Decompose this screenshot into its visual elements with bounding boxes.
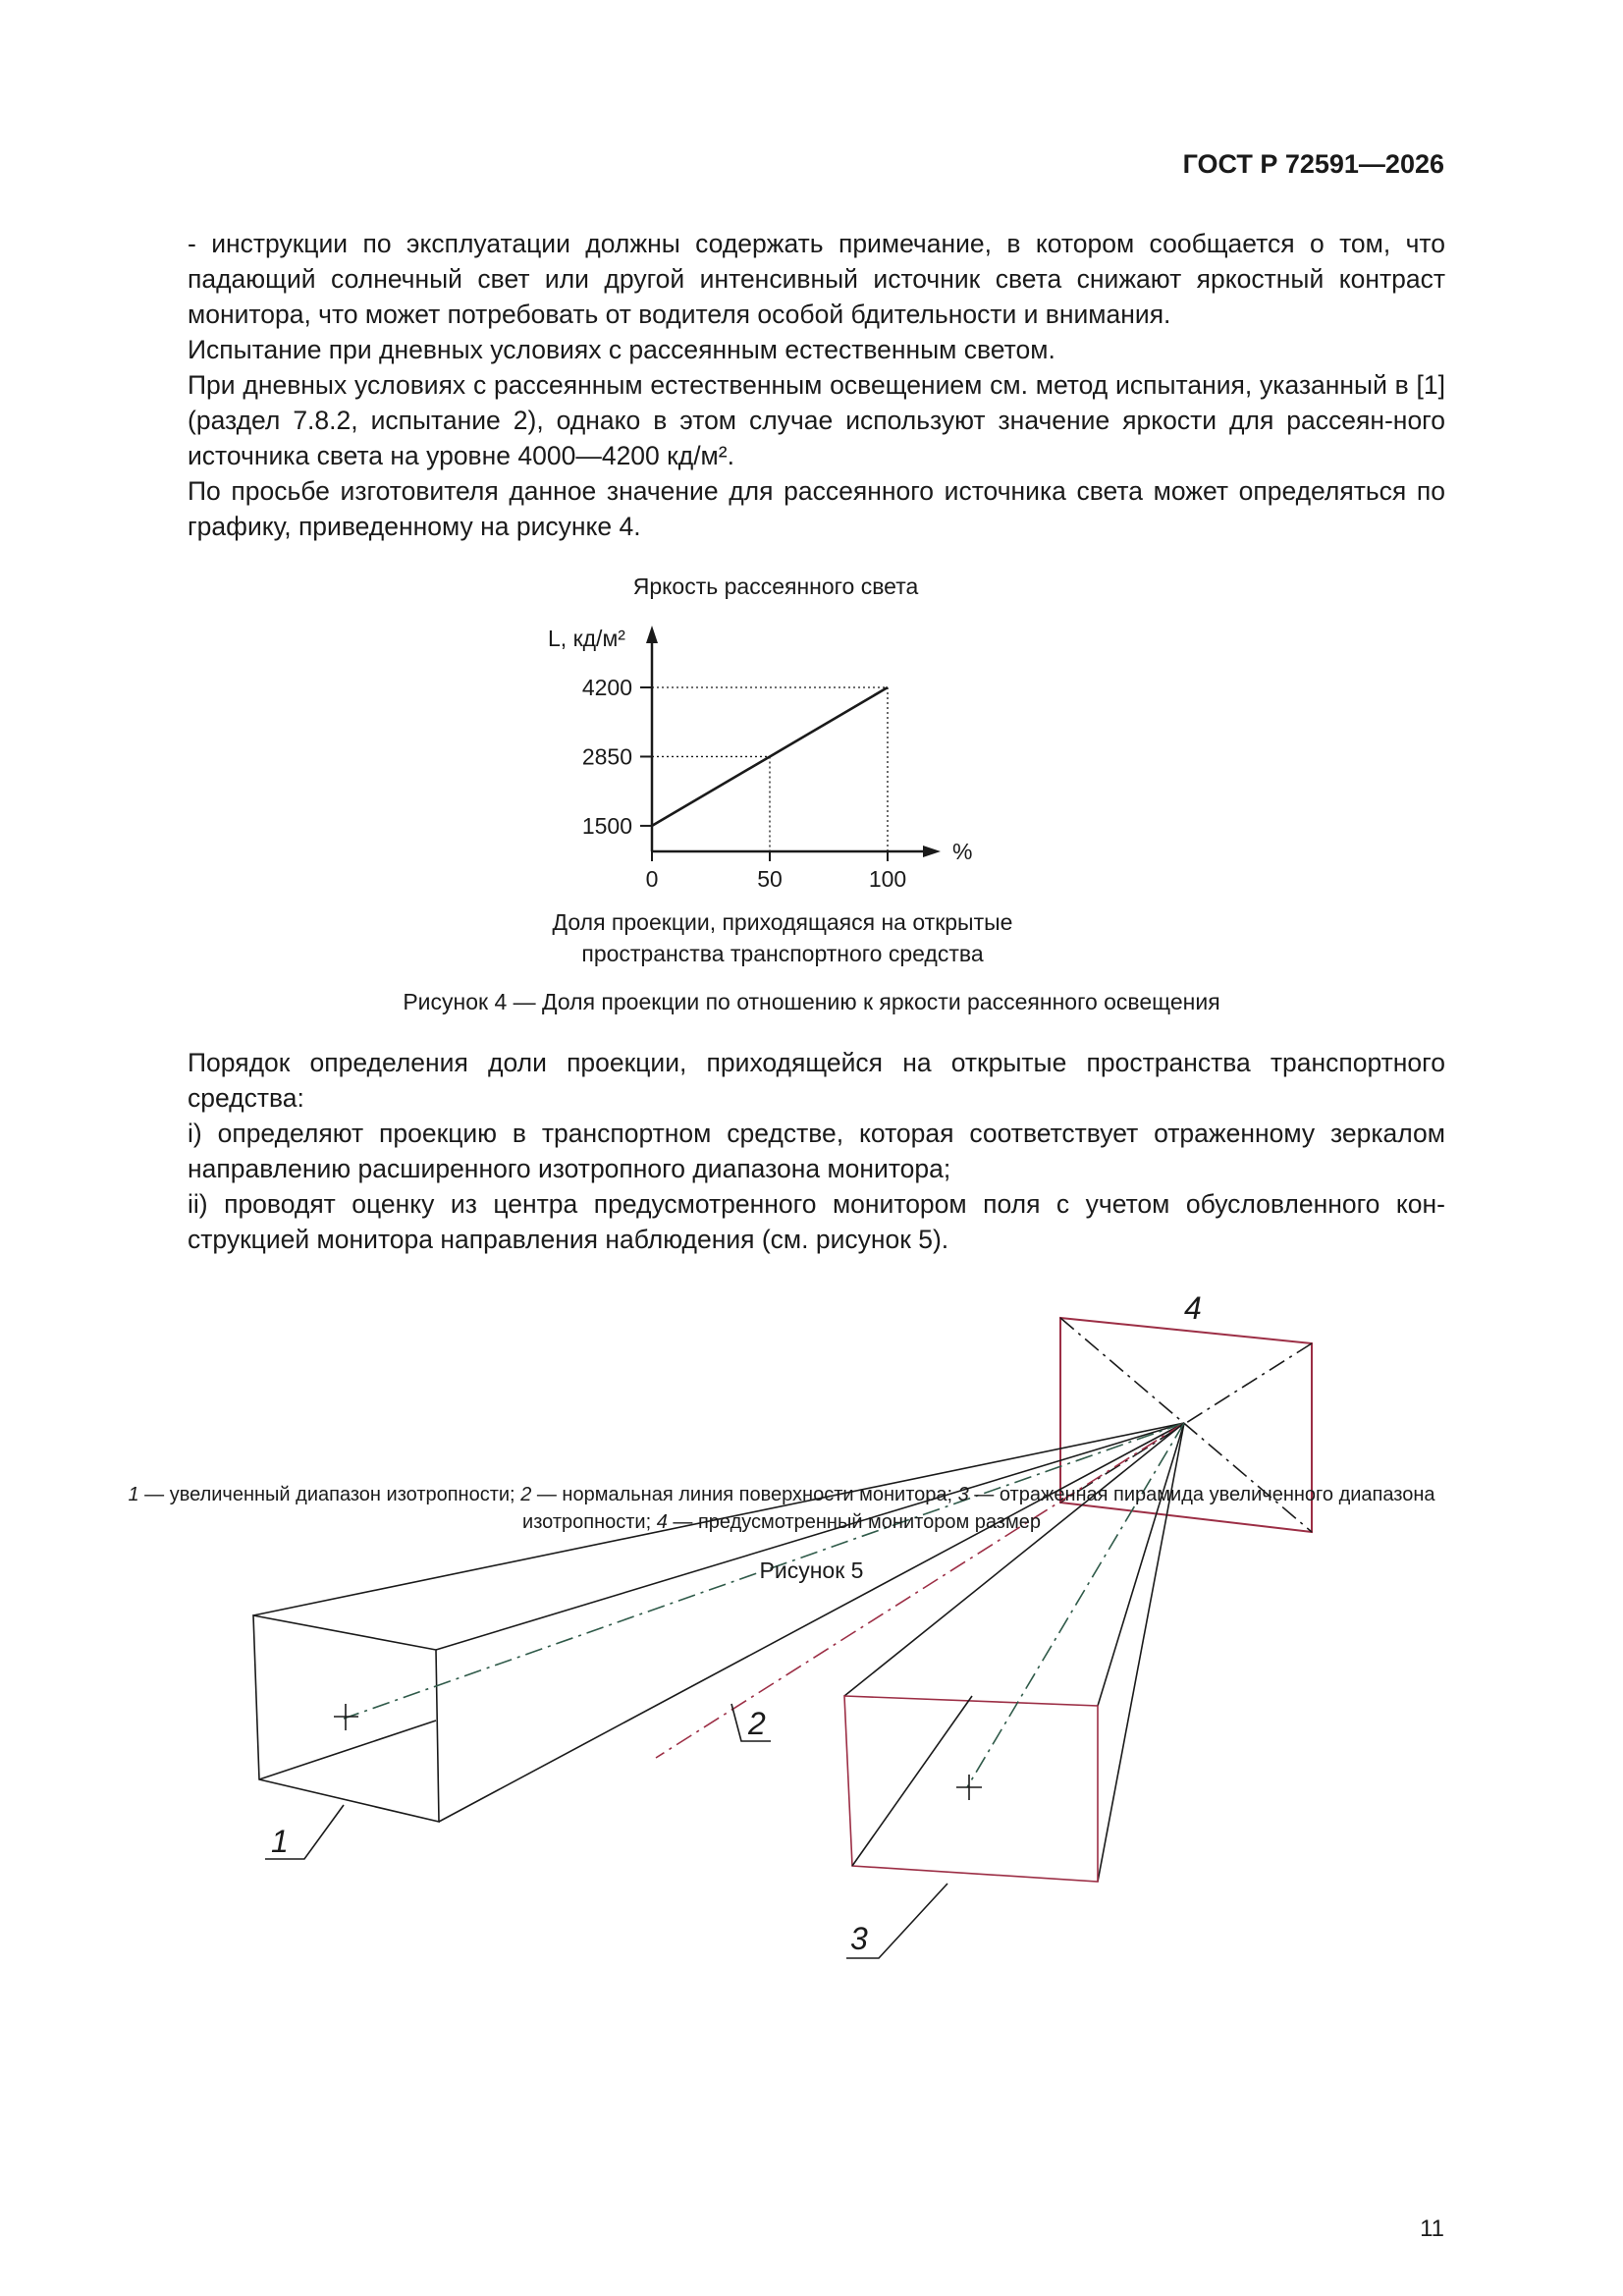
legend-text: — нормальная линия поверхности монитора; bbox=[531, 1484, 958, 1505]
legend-number: 2 bbox=[520, 1484, 532, 1505]
figure-4-caption: Рисунок 4 — Доля проекции по отношению к яркости рассеянного освещения bbox=[403, 989, 1220, 1014]
paragraph: ii) проводят оценку из центра предусмотренного монитором поля с учетом обусловленного кон-струкцией монитора направления наблюдения (см. рисунок 5). bbox=[188, 1189, 1445, 1254]
x-tick-label: 100 bbox=[868, 866, 907, 892]
legend-number: 4 bbox=[656, 1511, 668, 1533]
x-axis-unit: % bbox=[952, 839, 973, 864]
x-tick-label: 50 bbox=[757, 866, 783, 892]
x-axis-label-line: пространства транспортного средства bbox=[581, 941, 984, 966]
label-4: 4 bbox=[1184, 1290, 1202, 1326]
x-tick-label: 0 bbox=[645, 866, 659, 892]
figure-5-caption: Рисунок 5 bbox=[759, 1558, 864, 1583]
figure-5-legend bbox=[116, 1481, 1447, 1536]
label-3: 3 bbox=[850, 1921, 868, 1956]
pyramid-inner-edge bbox=[259, 1721, 436, 1779]
paragraph: Порядок определения доли проекции, приходящейся на открытые пространства транспортного средства: bbox=[188, 1048, 1445, 1113]
y-tick-label: 1500 bbox=[581, 812, 632, 839]
paragraph: При дневных условиях с рассеянным естественным освещением см. метод испытания, указанный в [1] (раздел 7.8.2, испытание 2), однако в этом случае используют значение яркости для рассеян-ного источника света на уровне 4000—4200 кд/м². bbox=[188, 370, 1445, 470]
paragraph: По просьбе изготовителя данное значение для рассеянного источника света может определяться по графику, приведенному на рисунке 4. bbox=[188, 476, 1445, 541]
paragraph: Испытание при дневных условиях с рассеянным естественным светом. bbox=[188, 335, 1055, 364]
x-axis-label-line: Доля проекции, приходящаяся на открытые bbox=[552, 909, 1013, 935]
monitor-normal-line bbox=[656, 1423, 1184, 1758]
label-1: 1 bbox=[271, 1824, 289, 1859]
monitor-diagonal bbox=[1060, 1343, 1312, 1503]
y-tick-label: 4200 bbox=[581, 675, 632, 700]
legend-number: 3 bbox=[957, 1484, 969, 1505]
label-2: 2 bbox=[748, 1706, 766, 1741]
pyramid-edge bbox=[436, 1423, 1184, 1650]
y-tick-label: 2850 bbox=[581, 743, 632, 770]
legend-number: 1 bbox=[128, 1484, 139, 1505]
page-number: 11 bbox=[1420, 2215, 1444, 2242]
legend-text: — увеличенный диапазон изотропности; bbox=[138, 1484, 521, 1505]
centerline bbox=[967, 1423, 1184, 1787]
paragraph: - инструкции по эксплуатации должны содержать примечание, в котором сообщается о том, что падающий солнечный свет или другой интенсивный источник света снижают яркостный контраст монитора, что может потребовать от водителя особой бдительности и внимания. bbox=[188, 229, 1445, 329]
paragraph: i) определяют проекцию в транспортном средстве, которая соответствует отраженному зеркалом направлению расширенного изотропного диапазона монитора; bbox=[188, 1119, 1445, 1183]
pyramid-section bbox=[844, 1696, 1098, 1882]
pyramid-inner-edge bbox=[852, 1696, 972, 1866]
legend-text: — отраженная пирамида увеличенного диапазона изотропности; bbox=[522, 1484, 1435, 1533]
y-axis-label: L, кд/м² bbox=[548, 626, 625, 651]
chart-title: Яркость рассеянного света bbox=[632, 574, 919, 599]
legend-text: — предусмотренный монитором размер bbox=[667, 1511, 1041, 1533]
document-designation: ГОСТ Р 72591—2026 bbox=[1182, 149, 1444, 179]
